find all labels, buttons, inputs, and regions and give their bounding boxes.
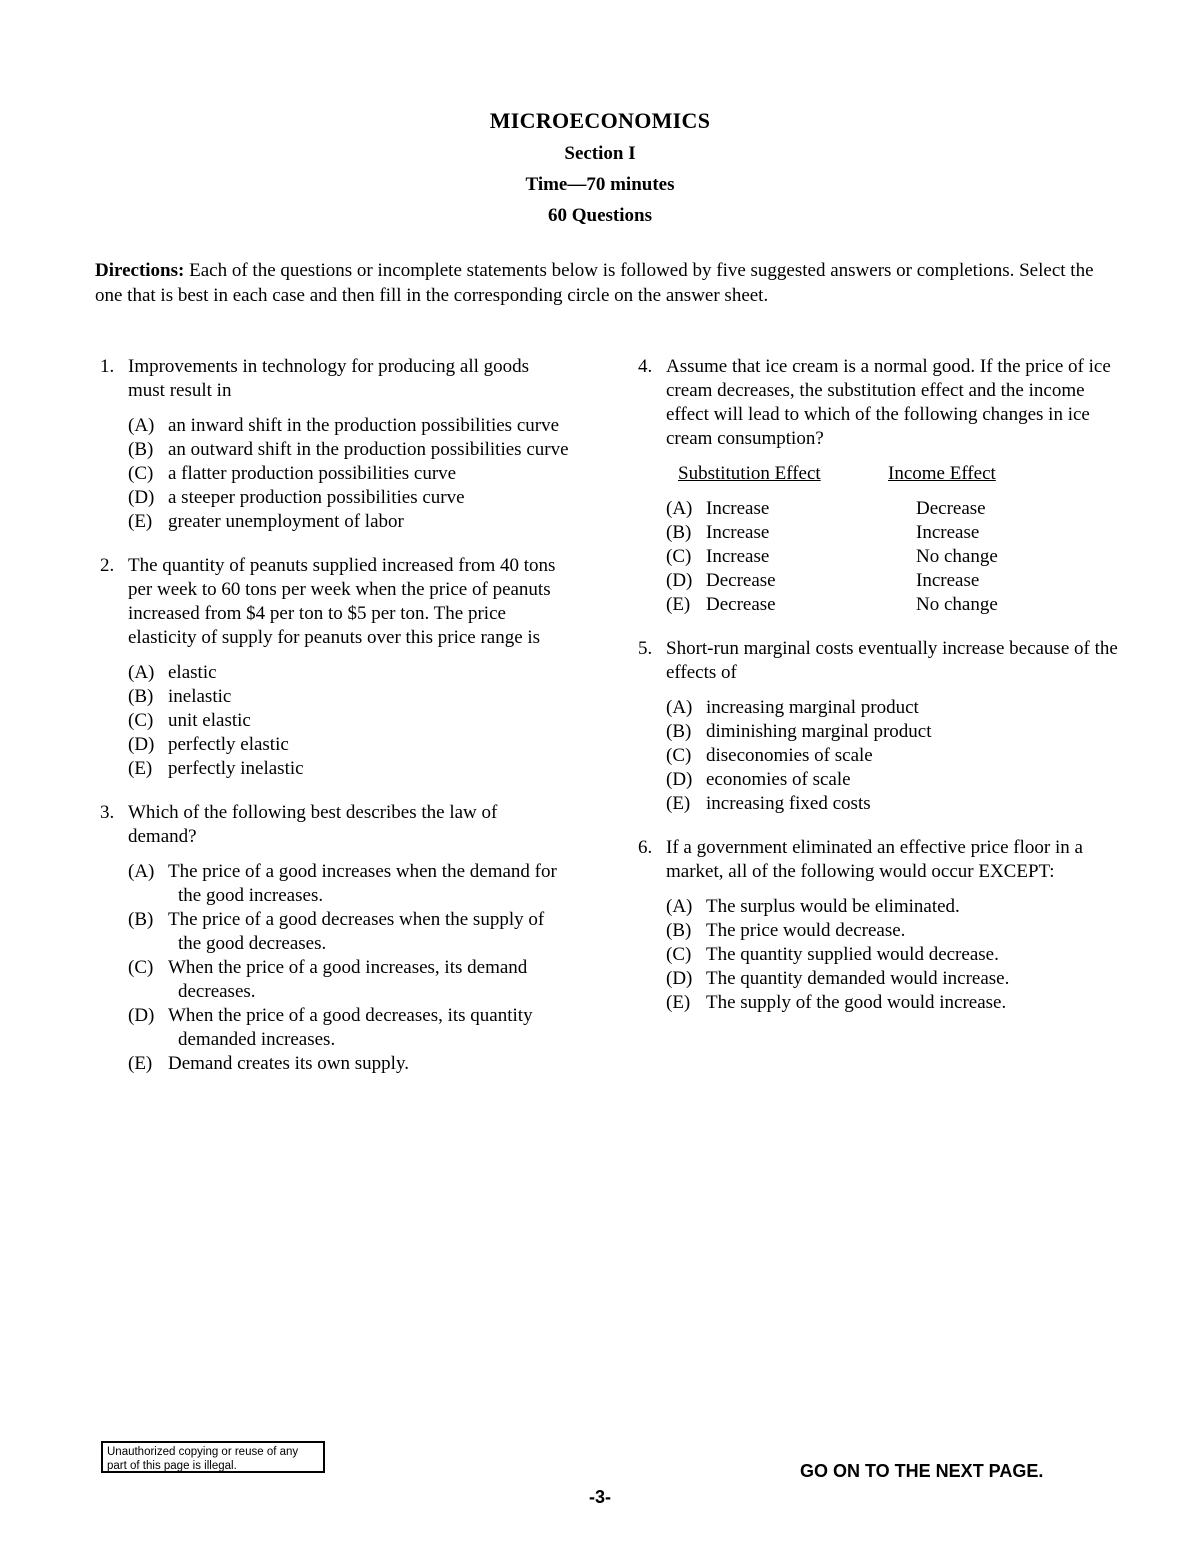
directions-label: Directions:	[95, 260, 185, 281]
option-letter: (E)	[128, 511, 153, 532]
option-letter: (C)	[666, 944, 692, 965]
option-b[interactable]	[666, 720, 1118, 744]
option-d[interactable]	[128, 733, 570, 757]
option-letter: (D)	[128, 1005, 155, 1026]
option-b[interactable]	[128, 908, 570, 956]
option-e[interactable]	[666, 792, 1118, 816]
option-letter: (B)	[666, 920, 692, 941]
question-stem: Short-run marginal costs eventually increase because of the effects of	[666, 638, 1118, 683]
question-number: 3.	[100, 802, 115, 823]
option-a[interactable]	[128, 414, 570, 438]
option-b[interactable]	[128, 685, 570, 709]
option-d[interactable]	[666, 768, 1118, 792]
next-page-notice: GO ON TO THE NEXT PAGE.	[800, 1461, 1044, 1481]
effect-table	[666, 497, 1118, 617]
option-b[interactable]	[666, 919, 1118, 943]
section-label: Section I	[564, 143, 636, 164]
option-text: an inward shift in the production possibilities curve	[168, 415, 560, 436]
option-letter: (E)	[128, 758, 153, 779]
option-letter: (D)	[128, 734, 155, 755]
question-stem: Improvements in technology for producing all goods must result in	[128, 356, 530, 401]
question-2	[100, 554, 570, 781]
option-letter: (C)	[128, 463, 154, 484]
option-letter: (A)	[666, 697, 693, 718]
question-1	[100, 355, 570, 534]
option-letter: (E)	[666, 793, 691, 814]
option-text: The surplus would be eliminated.	[706, 896, 960, 917]
option-list	[666, 696, 1118, 816]
option-text: increasing marginal product	[706, 697, 919, 718]
option-text: a flatter production possibilities curve	[168, 463, 457, 484]
option-letter: (C)	[666, 546, 692, 567]
option-text: greater unemployment of labor	[168, 511, 404, 532]
page-title: MICROECONOMICS	[489, 108, 711, 133]
question-number: 1.	[100, 356, 115, 377]
effect-table-header	[678, 462, 1118, 486]
time-limit: Time—70 minutes	[525, 174, 675, 195]
option-a[interactable]	[666, 895, 1118, 919]
option-list	[128, 860, 570, 1076]
question-number: 2.	[100, 555, 115, 576]
substitution-value: Increase	[706, 498, 770, 519]
substitution-effect-heading: Substitution Effect	[678, 463, 821, 484]
option-text: elastic	[168, 662, 217, 683]
question-number: 5.	[638, 638, 653, 659]
page-number: -3-	[589, 1487, 611, 1507]
option-text: The supply of the good would increase.	[706, 992, 1007, 1013]
option-d[interactable]	[128, 486, 570, 510]
option-list	[666, 895, 1118, 1015]
substitution-value: Decrease	[706, 570, 776, 591]
option-c[interactable]	[128, 462, 570, 486]
option-letter: (E)	[128, 1053, 153, 1074]
option-a[interactable]	[128, 661, 570, 685]
question-stem: Which of the following best describes the law of demand?	[128, 802, 498, 847]
option-text: Demand creates its own supply.	[168, 1053, 409, 1074]
option-text: increasing fixed costs	[706, 793, 871, 814]
option-e[interactable]	[128, 510, 570, 534]
option-text: When the price of a good decreases, its quantity demanded increases.	[168, 1005, 533, 1050]
option-letter: (B)	[128, 686, 154, 707]
question-number: 4.	[638, 356, 653, 377]
option-letter: (A)	[666, 896, 693, 917]
option-letter: (D)	[666, 570, 693, 591]
option-text: The quantity supplied would decrease.	[706, 944, 999, 965]
question-stem: Assume that ice cream is a normal good. If the price of ice cream decreases, the substitution effect and the income effect will lead to which of the following changes in ice cream consumption?	[666, 356, 1111, 449]
option-text: an outward shift in the production possibilities curve	[168, 439, 569, 460]
option-letter: (A)	[128, 662, 155, 683]
option-b[interactable]	[666, 521, 1118, 545]
option-letter: (E)	[666, 992, 691, 1013]
option-a[interactable]	[666, 696, 1118, 720]
question-stem: If a government eliminated an effective price floor in a market, all of the following would occur EXCEPT:	[666, 837, 1083, 882]
option-letter: (D)	[666, 968, 693, 989]
option-list	[128, 414, 570, 534]
option-text: diminishing marginal product	[706, 721, 932, 742]
option-letter: (C)	[128, 710, 154, 731]
option-letter: (B)	[128, 439, 154, 460]
option-d[interactable]	[666, 967, 1118, 991]
option-a[interactable]	[666, 497, 1118, 521]
option-text: The price of a good decreases when the supply of the good decreases.	[168, 909, 545, 954]
substitution-value: Increase	[706, 522, 770, 543]
option-text: The quantity demanded would increase.	[706, 968, 1010, 989]
copyright-notice: Unauthorized copying or reuse of any part of this page is illegal.	[101, 1441, 325, 1473]
income-value: No change	[916, 594, 998, 615]
option-letter: (E)	[666, 594, 691, 615]
option-d[interactable]	[666, 569, 1118, 593]
option-letter: (D)	[666, 769, 693, 790]
substitution-value: Increase	[706, 546, 770, 567]
question-stem: The quantity of peanuts supplied increased from 40 tons per week to 60 tons per week when the price of peanuts increased from $4 per ton to $5 per ton. The price elasticity of supply for peanuts over this price range is	[128, 555, 556, 648]
option-e[interactable]	[128, 1052, 570, 1076]
option-letter: (C)	[666, 745, 692, 766]
question-count: 60 Questions	[548, 205, 652, 226]
directions-text: Each of the questions or incomplete statements below is followed by five suggested answers or completions. Select the one that is best in each case and then fill in the corresponding circle on the answer sheet.	[95, 260, 1094, 306]
question-5	[638, 637, 1118, 816]
question-4	[638, 355, 1118, 617]
option-list	[128, 661, 570, 781]
option-text: economies of scale	[706, 769, 851, 790]
option-letter: (C)	[128, 957, 154, 978]
option-d[interactable]	[128, 1004, 570, 1052]
option-c[interactable]	[666, 943, 1118, 967]
question-3	[100, 801, 570, 1076]
option-letter: (B)	[666, 522, 692, 543]
income-value: No change	[916, 546, 998, 567]
option-letter: (A)	[666, 498, 693, 519]
option-letter: (B)	[128, 909, 154, 930]
option-text: The price of a good increases when the demand for the good increases.	[168, 861, 557, 906]
option-e[interactable]	[128, 757, 570, 781]
option-text: a steeper production possibilities curve	[168, 487, 465, 508]
question-6	[638, 836, 1118, 1015]
question-number: 6.	[638, 837, 653, 858]
income-value: Decrease	[916, 498, 986, 519]
option-c[interactable]	[666, 744, 1118, 768]
option-a[interactable]	[128, 860, 570, 908]
income-value: Increase	[916, 570, 980, 591]
substitution-value: Decrease	[706, 594, 776, 615]
option-e[interactable]	[666, 593, 1118, 617]
option-e[interactable]	[666, 991, 1118, 1015]
option-text: The price would decrease.	[706, 920, 906, 941]
option-text: When the price of a good increases, its demand decreases.	[168, 957, 528, 1002]
option-letter: (A)	[128, 415, 155, 436]
option-c[interactable]	[128, 956, 570, 1004]
option-letter: (A)	[128, 861, 155, 882]
option-text: unit elastic	[168, 710, 251, 731]
income-value: Increase	[916, 522, 980, 543]
income-effect-heading: Income Effect	[888, 463, 996, 484]
directions	[95, 258, 1105, 308]
right-column	[638, 355, 1118, 1035]
option-text: inelastic	[168, 686, 232, 707]
option-c[interactable]	[666, 545, 1118, 569]
option-b[interactable]	[128, 438, 570, 462]
left-column	[100, 355, 570, 1096]
option-c[interactable]	[128, 709, 570, 733]
option-text: perfectly elastic	[168, 734, 289, 755]
option-text: perfectly inelastic	[168, 758, 304, 779]
option-text: diseconomies of scale	[706, 745, 873, 766]
option-letter: (D)	[128, 487, 155, 508]
option-letter: (B)	[666, 721, 692, 742]
